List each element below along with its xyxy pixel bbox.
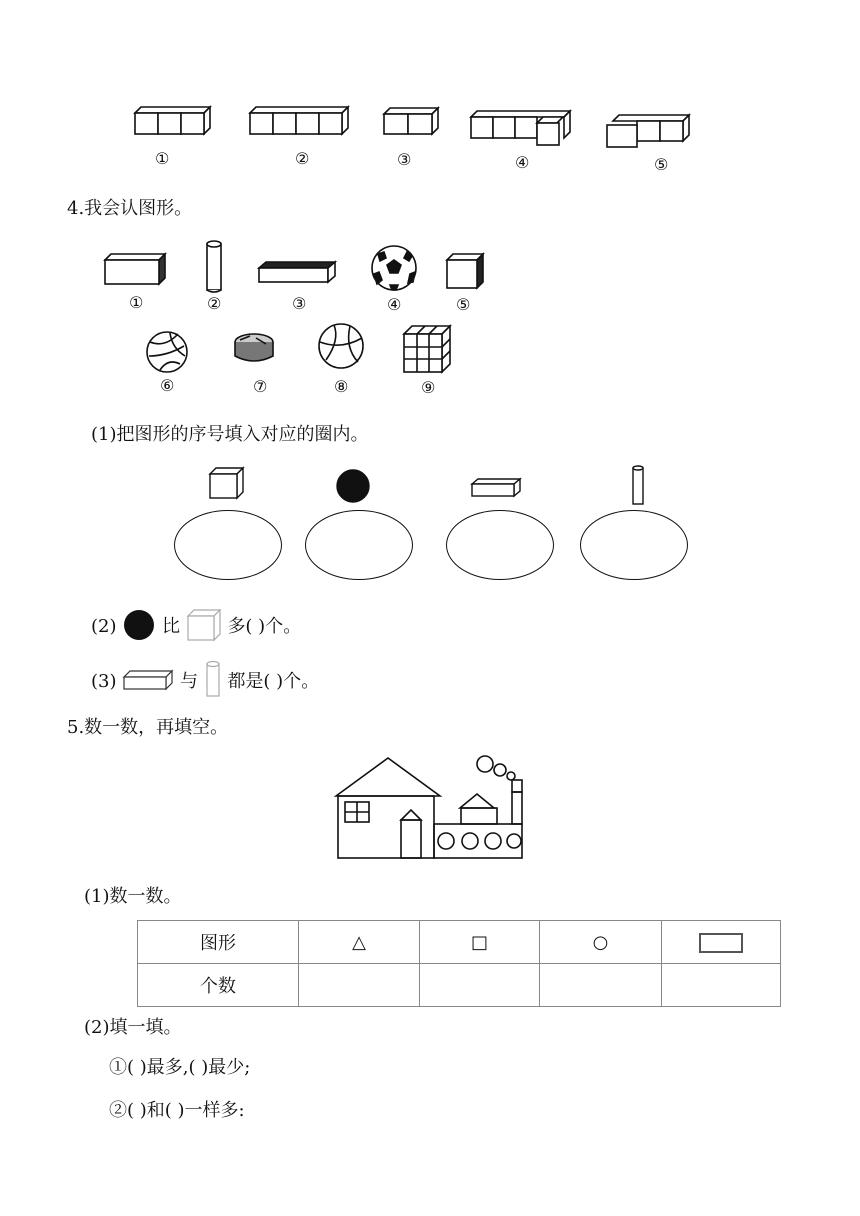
- cylinder-icon: [204, 660, 222, 700]
- train-chimney: [512, 792, 522, 824]
- shape-label-3: ③: [292, 294, 307, 313]
- shape-label-5: ⑤: [456, 295, 471, 314]
- train-cabin: [461, 808, 497, 824]
- rubik-cube-9: [404, 326, 450, 372]
- sphere-icon: [122, 609, 156, 641]
- question-4-1: (1)把图形的序号填入对应的圈内。: [91, 424, 369, 445]
- count-table: [137, 920, 781, 1007]
- block-label-4: ④: [515, 153, 530, 172]
- smoke-circle: [477, 756, 493, 772]
- block-figure-5: [607, 115, 689, 147]
- block-label-1: ①: [155, 149, 170, 168]
- question-4-3-number: (3): [91, 671, 117, 692]
- question-4-3-and: 与: [179, 671, 198, 692]
- block-figure-3: [384, 108, 438, 134]
- train-cabin-roof: [460, 794, 494, 808]
- table-row: [138, 964, 781, 1007]
- train-wheel: [462, 833, 478, 849]
- answer-oval-cylinder[interactable]: [580, 510, 688, 580]
- fill-line-1: ①( )最多,( )最少;: [109, 1057, 251, 1078]
- circle-count-cell[interactable]: [540, 964, 662, 1007]
- block-label-2: ②: [295, 149, 310, 168]
- cylinder-category-icon: [633, 466, 643, 504]
- block-figure-1: [135, 107, 210, 134]
- fill-line-2: ②( )和( )一样多:: [109, 1100, 245, 1121]
- shape-label-8: ⑧: [334, 377, 349, 396]
- rectangle-icon: [699, 933, 743, 953]
- question-4-3-blank: 都是( )个。: [227, 671, 320, 692]
- rectangle-count-cell[interactable]: [662, 964, 781, 1007]
- triangle-count-cell[interactable]: [299, 964, 420, 1007]
- section-4-title: 4.我会认图形。: [67, 198, 193, 219]
- sphere-category-icon: [337, 470, 369, 502]
- question-5-1: (1)数一数。: [84, 886, 182, 907]
- shape-label-1: ①: [129, 293, 144, 312]
- house-roof: [336, 758, 440, 796]
- question-4-3: [91, 662, 319, 692]
- house-body: [338, 796, 434, 858]
- train-wheel: [485, 833, 501, 849]
- block-figure-4: [471, 111, 570, 145]
- square-count-cell[interactable]: [420, 964, 540, 1007]
- shape-label-9: ⑨: [421, 378, 436, 397]
- answer-oval-cuboid[interactable]: [446, 510, 554, 580]
- flat-cuboid-3: [259, 262, 335, 282]
- cuboid-1: [105, 254, 165, 284]
- train-wheel: [507, 834, 521, 848]
- train-wheel: [438, 833, 454, 849]
- question-4-2-number: (2): [91, 616, 117, 637]
- row-header-shape: 图形: [138, 921, 299, 964]
- cube-5: [447, 254, 483, 288]
- shape-label-2: ②: [207, 294, 222, 313]
- cube-category-icon: [210, 468, 243, 498]
- volleyball-6: [147, 332, 187, 372]
- shape-label-4: ④: [387, 295, 402, 314]
- shape-label-6: ⑥: [160, 376, 175, 395]
- block-label-5: ⑤: [654, 155, 669, 174]
- block-figure-2: [250, 107, 348, 134]
- cake-7: [235, 334, 273, 361]
- circle-header: ○: [540, 921, 662, 964]
- house-door-top: [401, 810, 421, 820]
- cube-icon: [186, 608, 222, 642]
- square-header: □: [420, 921, 540, 964]
- question-4-2: [91, 610, 301, 640]
- question-4-2-blank: 多( )个。: [227, 616, 302, 637]
- row-header-count: 个数: [138, 964, 299, 1007]
- cuboid-category-icon: [472, 479, 520, 496]
- house-door: [401, 820, 421, 858]
- smoke-circle: [494, 764, 506, 776]
- block-label-3: ③: [397, 150, 412, 169]
- football-4: [372, 246, 416, 290]
- rectangle-header: [662, 921, 781, 964]
- shape-label-7: ⑦: [253, 377, 268, 396]
- smoke-circle: [507, 772, 515, 780]
- category-icons: [0, 462, 860, 512]
- answer-oval-cube[interactable]: [174, 510, 282, 580]
- house-train-picture: [0, 750, 860, 870]
- table-row: [138, 921, 781, 964]
- basketball-8: [319, 324, 363, 368]
- cylinder-2: [207, 241, 221, 292]
- cuboid-icon: [122, 668, 174, 692]
- question-5-2: (2)填一填。: [84, 1017, 182, 1038]
- triangle-header: △: [299, 921, 420, 964]
- section-5-title: 5.数一数，再填空。: [67, 717, 229, 738]
- answer-oval-sphere[interactable]: [305, 510, 413, 580]
- question-4-2-compare: 比: [161, 616, 180, 637]
